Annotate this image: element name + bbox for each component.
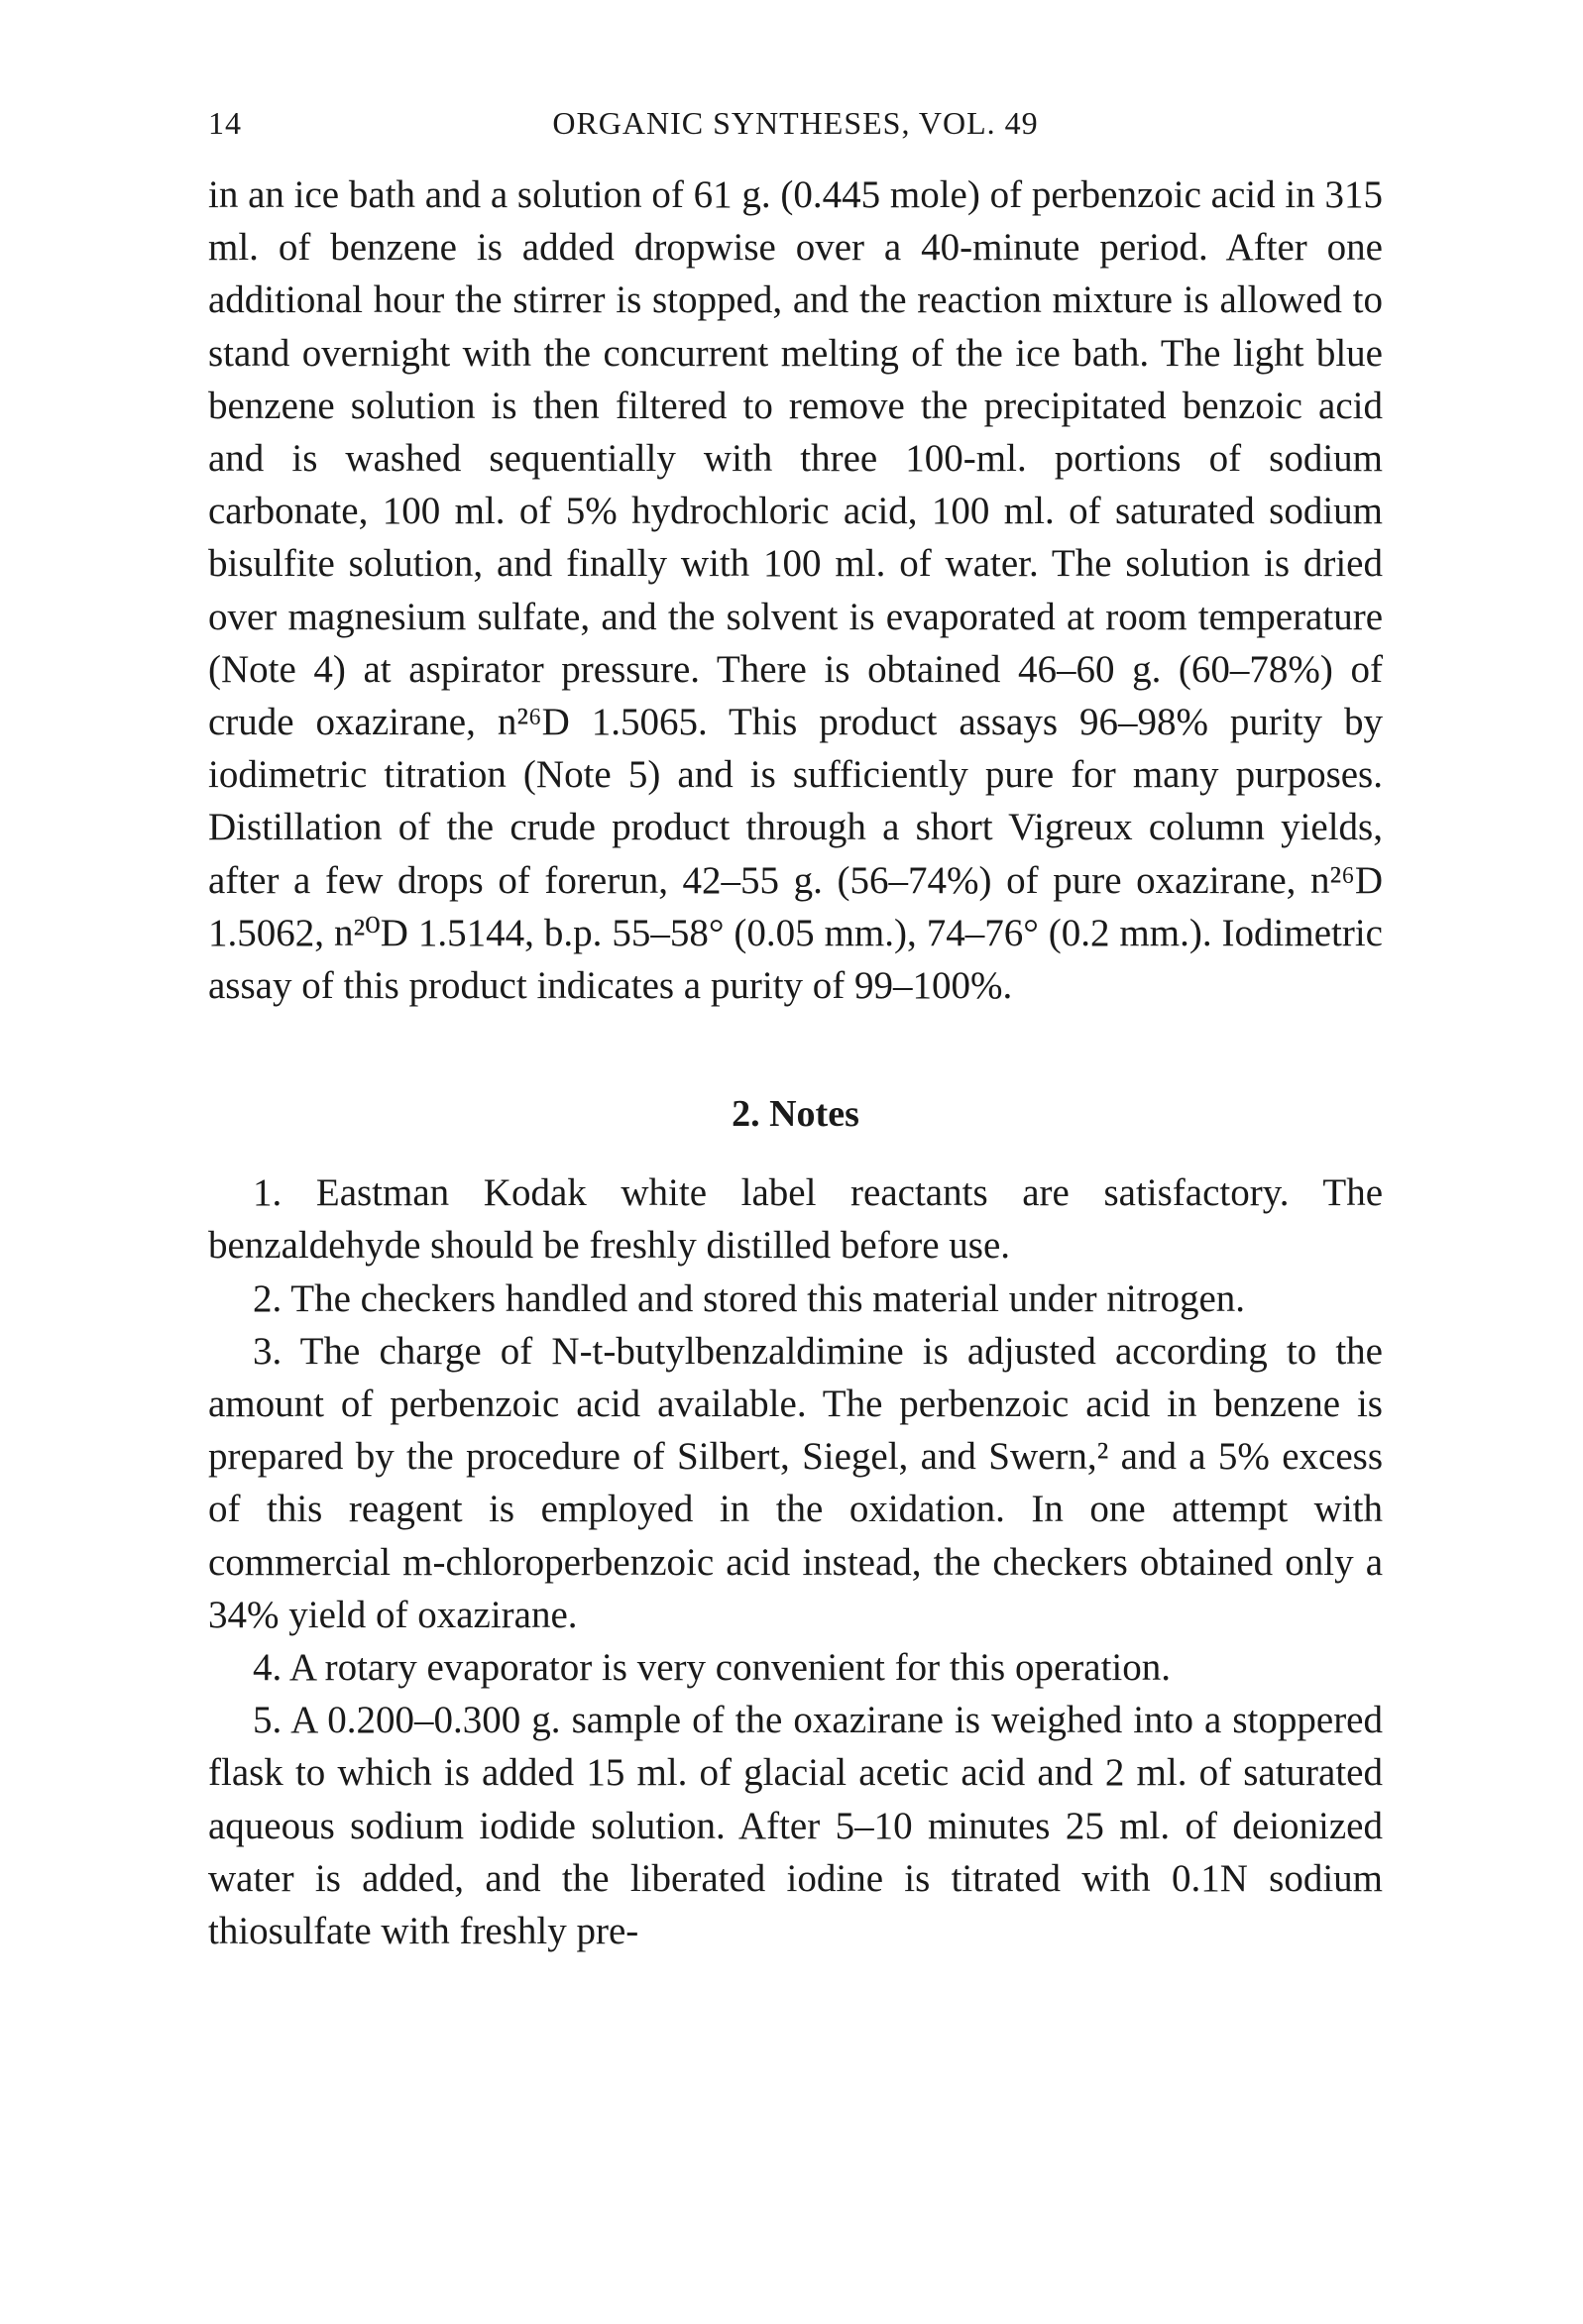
- note-3: 3. The charge of N-t-butylbenzaldimine is adjusted according to the amount of perbenzoic acid available. The perbenzoic acid in benzene is prepared by the procedure of Silbert, Siegel, and Swern,² and a 5% excess of this reagent is employed in the oxidation. In one attempt with commercial m-chloroperbenzoic acid instead, the checkers obtained only a 34% yield of oxazirane.: [208, 1329, 1383, 1636]
- note-1: 1. Eastman Kodak white label reactants are satisfactory. The benzaldehyde should be freshly distilled before use.: [208, 1171, 1383, 1268]
- running-head: [208, 105, 1383, 149]
- note-2: 2. The checkers handled and stored this material under nitrogen.: [253, 1276, 1246, 1320]
- page-number: 14: [208, 105, 242, 141]
- body-text: [208, 168, 1383, 1957]
- note-4: 4. A rotary evaporator is very convenient for this operation.: [253, 1646, 1171, 1690]
- procedure-paragraph: in an ice bath and a solution of 61 g. (0.445 mole) of perbenzoic acid in 315 ml. of benzene is added dropwise over a 40-minute period. After one additional hour the stirrer is stopped, and the reaction mixture is allowed to stand overnight with the concurrent melting of the ice bath. The light blue benzene solution is then filtered to remove the precipitated benzoic acid and is washed sequentially with three 100-ml. portions of sodium carbonate, 100 ml. of 5% hydrochloric acid, 100 ml. of saturated sodium bisulfite solution, and finally with 100 ml. of water. The solution is dried over magnesium sulfate, and the solvent is evaporated at room temperature (Note 4) at aspirator pressure. There is obtained 46–60 g. (60–78%) of crude oxazirane, n²⁶D 1.5065. This product assays 96–98% purity by iodimetric titration (Note 5) and is sufficiently pure for many purposes. Distillation of the crude product through a short Vigreux column yields, after a few drops of forerun, 42–55 g. (56–74%) of pure oxazirane, n²⁶D 1.5062, n²⁰D 1.5144, b.p. 55–58° (0.05 mm.), 74–76° (0.2 mm.). Iodimetric assay of this product indicates a purity of 99–100%.: [208, 173, 1383, 1008]
- note-5: 5. A 0.200–0.300 g. sample of the oxazirane is weighed into a stoppered flask to which is added 15 ml. of glacial acetic acid and 2 ml. of saturated aqueous sodium iodide solution. After 5–10 minutes 25 ml. of deionized water is added, and the liberated iodine is titrated with 0.1N sodium thiosulfate with freshly pre-: [208, 1699, 1383, 1953]
- running-title: ORGANIC SYNTHESES, VOL. 49: [552, 105, 1039, 141]
- notes-heading: 2. Notes: [732, 1093, 859, 1136]
